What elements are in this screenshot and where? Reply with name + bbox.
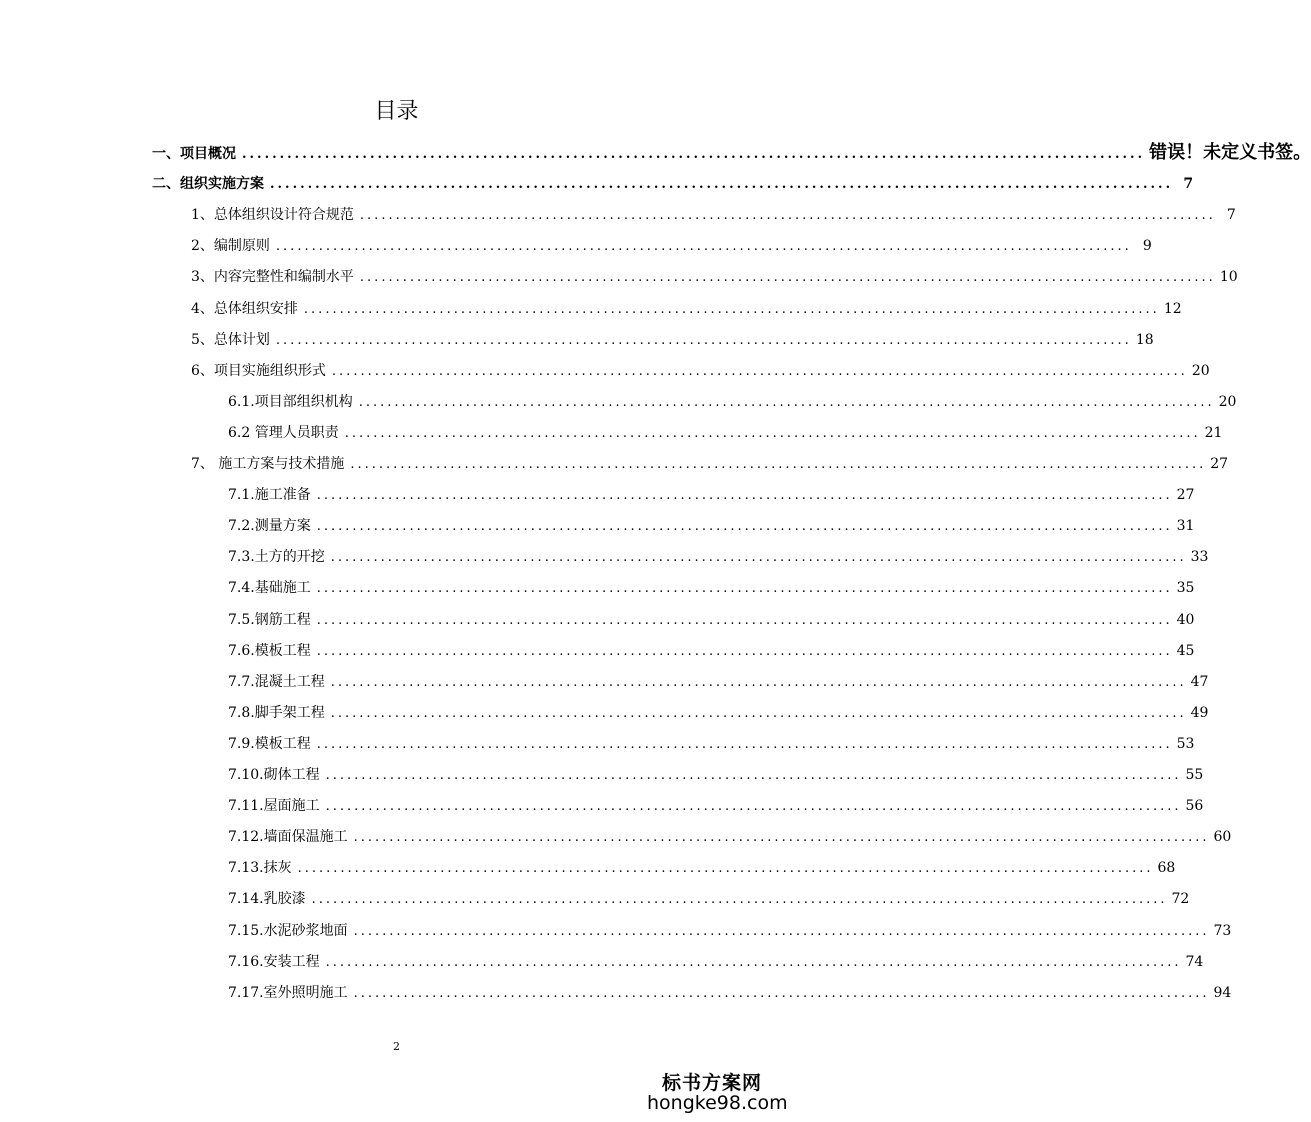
toc-entry-page: 7	[1226, 207, 1236, 223]
toc-leader-dots: ........................................................................................................................	[316, 737, 1173, 752]
toc-entry[interactable]	[228, 702, 1209, 725]
toc-entry-label: 6、项目实施组织形式	[191, 363, 326, 379]
toc-entry[interactable]	[191, 266, 1238, 289]
toc-entry[interactable]	[228, 826, 1232, 849]
toc-entry-page: 错误！未定义书签。	[1149, 142, 1311, 163]
toc-entry-label: 7.5.钢筋工程	[228, 612, 311, 628]
toc-entry-page: 18	[1135, 332, 1154, 348]
toc-leader-dots: ........................................................................................................................	[353, 986, 1210, 1001]
toc-leader-dots: ........................................................................................................................	[359, 270, 1216, 285]
toc-entry-label: 7.2.测量方案	[228, 518, 311, 534]
toc-leader-dots: ........................................................................................................................	[297, 861, 1154, 876]
toc-leader-dots: ........................................................................................................................	[316, 613, 1173, 628]
toc-entry-page: 73	[1213, 923, 1232, 939]
toc-entry-page: 45	[1176, 643, 1195, 659]
toc-entry-label: 7.12.墙面保温施工	[228, 829, 348, 845]
toc-entry[interactable]	[191, 360, 1210, 383]
toc-leader-dots: ........................................................................................................................	[330, 550, 1187, 565]
toc-entry-page: 33	[1190, 549, 1209, 565]
toc-entry-page: 31	[1176, 518, 1195, 534]
toc-entry-label: 7.17.室外照明施工	[228, 985, 348, 1001]
toc-entry[interactable]	[228, 920, 1232, 943]
toc-entry-page: 40	[1176, 612, 1195, 628]
toc-entry-label: 7.7.混凝土工程	[228, 674, 325, 690]
toc-entry[interactable]	[228, 951, 1204, 974]
toc-leader-dots: ........................................................................................................................	[359, 208, 1216, 223]
toc-leader-dots: ........................................................................................................................	[311, 892, 1168, 907]
toc-entry[interactable]	[228, 671, 1209, 694]
toc-entry-label: 7.3.土方的开挖	[228, 549, 325, 565]
toc-entry-label: 4、总体组织安排	[191, 301, 298, 317]
toc-entry-page: 53	[1176, 736, 1195, 752]
toc-title: 目录	[374, 99, 419, 124]
toc-entry-label: 6.1.项目部组织机构	[228, 394, 353, 410]
toc-entry[interactable]	[228, 795, 1204, 818]
toc-entry-label: 3、内容完整性和编制水平	[191, 269, 354, 285]
toc-leader-dots: ........................................................................................................................	[331, 364, 1188, 379]
toc-entry-label: 7.15.水泥砂浆地面	[228, 923, 348, 939]
toc-leader-dots: ........................................................................................................................	[325, 799, 1182, 814]
toc-leader-dots: ........................................................................................................................	[316, 519, 1173, 534]
toc-leader-dots: ........................................................................................................................	[270, 177, 1174, 192]
toc-leader-dots: ........................................................................................................................	[275, 333, 1132, 348]
toc-entry-page: 74	[1185, 954, 1204, 970]
toc-entry-label: 7.14.乳胶漆	[228, 891, 306, 907]
toc-entry-page: 9	[1142, 238, 1152, 254]
toc-entry[interactable]	[228, 484, 1195, 507]
toc-leader-dots: ........................................................................................................................	[316, 488, 1173, 503]
toc-entry[interactable]	[228, 422, 1223, 445]
toc-leader-dots: ........................................................................................................................	[350, 457, 1207, 472]
toc-entry[interactable]	[228, 640, 1195, 663]
toc-leader-dots: ........................................................................................................................	[275, 239, 1132, 254]
toc-leader-dots: ........................................................................................................................	[358, 395, 1215, 410]
toc-entry[interactable]	[191, 204, 1236, 227]
toc-entry[interactable]	[191, 453, 1229, 476]
toc-entry-page: 12	[1163, 301, 1182, 317]
toc-entry[interactable]	[228, 888, 1190, 911]
toc-entry-page: 94	[1213, 985, 1232, 1001]
toc-entry-label: 二、组织实施方案	[152, 176, 264, 192]
toc-entry-page: 20	[1191, 363, 1210, 379]
toc-entry-page: 27	[1210, 456, 1229, 472]
toc-entry[interactable]	[228, 391, 1237, 414]
toc-entry-page: 60	[1213, 829, 1232, 845]
toc-leader-dots: ........................................................................................................................	[353, 830, 1210, 845]
toc-entry-page: 56	[1185, 798, 1204, 814]
toc-entry[interactable]	[228, 577, 1195, 600]
toc-leader-dots: ........................................................................................................................	[330, 706, 1187, 721]
toc-entry-label: 7.6.模板工程	[228, 643, 311, 659]
toc-leader-dots: ........................................................................................................................	[316, 644, 1173, 659]
watermark-site-name: 标书方案网	[662, 1072, 763, 1094]
toc-entry-label: 7.13.抹灰	[228, 860, 292, 876]
toc-entry-label: 7.10.砌体工程	[228, 767, 320, 783]
toc-entry-page: 20	[1218, 394, 1237, 410]
toc-entry-page: 27	[1176, 487, 1195, 503]
toc-leader-dots: ........................................................................................................................	[303, 302, 1160, 317]
toc-entry-page: 7	[1183, 176, 1194, 192]
toc-entry-label: 一、项目概况	[152, 146, 236, 162]
toc-leader-dots: ........................................................................................................................	[353, 924, 1210, 939]
toc-entry[interactable]	[228, 546, 1209, 569]
toc-entry[interactable]	[228, 733, 1195, 756]
toc-leader-dots: ........................................................................................................................	[325, 955, 1182, 970]
toc-entry[interactable]	[152, 173, 1194, 196]
toc-entry[interactable]	[228, 764, 1204, 787]
toc-leader-dots: ........................................................................................................................	[325, 768, 1182, 783]
toc-entry-label: 2、编制原则	[191, 238, 270, 254]
toc-entry-label: 1、总体组织设计符合规范	[191, 207, 354, 223]
toc-entry[interactable]	[228, 609, 1195, 632]
toc-entry-page: 72	[1171, 891, 1190, 907]
watermark-url: hongke98.com	[647, 1092, 788, 1114]
toc-entry[interactable]	[191, 298, 1182, 321]
toc-entry-label: 7.1.施工准备	[228, 487, 311, 503]
toc-entry-label: 7.9.模板工程	[228, 736, 311, 752]
toc-entry-page: 35	[1176, 580, 1195, 596]
toc-entry-label: 7.4.基础施工	[228, 580, 311, 596]
toc-entry-page: 47	[1190, 674, 1209, 690]
toc-entry-label: 7.16.安装工程	[228, 954, 320, 970]
toc-entry-page: 55	[1185, 767, 1204, 783]
toc-entry-page: 68	[1157, 860, 1176, 876]
toc-entry[interactable]	[152, 142, 1311, 166]
toc-entry[interactable]	[228, 982, 1232, 1005]
toc-leader-dots: ........................................................................................................................	[330, 675, 1187, 690]
toc-entry[interactable]	[191, 329, 1154, 352]
toc-entry-label: 7.8.脚手架工程	[228, 705, 325, 721]
toc-entry[interactable]	[191, 235, 1152, 258]
page-number: 2	[393, 1040, 400, 1053]
toc-entry-page: 21	[1204, 425, 1223, 441]
toc-leader-dots: ........................................................................................................................	[316, 581, 1173, 596]
toc-leader-dots: ........................................................................................................................	[344, 426, 1201, 441]
toc-entry[interactable]	[228, 515, 1195, 538]
toc-entry-label: 7.11.屋面施工	[228, 798, 320, 814]
toc-entry-label: 6.2 管理人员职责	[228, 425, 339, 441]
toc-entry-label: 5、总体计划	[191, 332, 270, 348]
toc-entry-label: 7、 施工方案与技术措施	[191, 456, 345, 472]
toc-entry-page: 10	[1219, 269, 1238, 285]
toc-leader-dots: ........................................................................................................................	[242, 147, 1146, 162]
toc-entry[interactable]	[228, 857, 1176, 880]
toc-entry-page: 49	[1190, 705, 1209, 721]
